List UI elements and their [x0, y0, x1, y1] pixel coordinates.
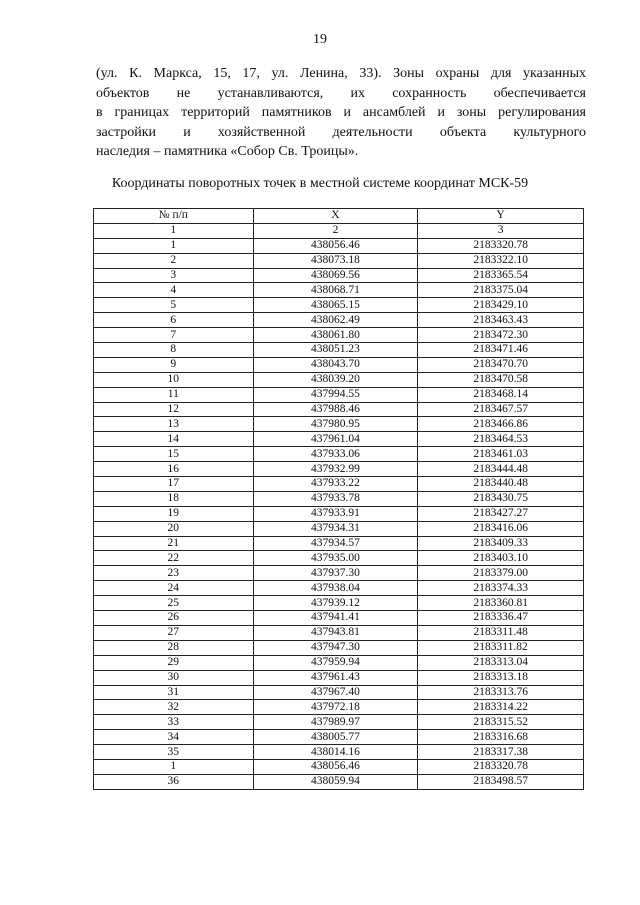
- x-coordinate-cell: 438005.77: [253, 730, 418, 745]
- x-coordinate-cell: 437961.04: [253, 432, 418, 447]
- x-coordinate-cell: 438014.16: [253, 745, 418, 760]
- y-coordinate-cell: 2183313.18: [418, 670, 584, 685]
- table-row: [94, 685, 584, 700]
- point-number-cell: 6: [94, 313, 254, 328]
- table-index-row: [94, 223, 584, 238]
- point-number-cell: 9: [94, 357, 254, 372]
- point-number-cell: 21: [94, 536, 254, 551]
- point-number-cell: 11: [94, 387, 254, 402]
- table-row: [94, 462, 584, 477]
- paragraph-line: (ул. К. Маркса, 15, 17, ул. Ленина, 33). Зоны охраны для указанных: [96, 66, 586, 81]
- y-coordinate-cell: 2183463.43: [418, 313, 584, 328]
- table-row: [94, 313, 584, 328]
- x-coordinate-cell: 438039.20: [253, 372, 418, 387]
- table-row: [94, 372, 584, 387]
- point-number-cell: 13: [94, 417, 254, 432]
- table-row: [94, 298, 584, 313]
- paragraph-line: в границах территорий памятников и ансамблей и зоны регулирования: [96, 105, 586, 120]
- x-coordinate-cell: 438059.94: [253, 774, 418, 789]
- y-coordinate-cell: 2183374.33: [418, 581, 584, 596]
- table-row: [94, 655, 584, 670]
- table-row: [94, 625, 584, 640]
- x-coordinate-cell: 438043.70: [253, 357, 418, 372]
- point-number-cell: 3: [94, 268, 254, 283]
- point-number-cell: 28: [94, 640, 254, 655]
- y-coordinate-cell: 2183470.58: [418, 372, 584, 387]
- point-number-cell: 29: [94, 655, 254, 670]
- y-coordinate-cell: 2183316.68: [418, 730, 584, 745]
- y-coordinate-cell: 2183461.03: [418, 447, 584, 462]
- y-coordinate-cell: 2183320.78: [418, 759, 584, 774]
- x-coordinate-cell: 438056.46: [253, 759, 418, 774]
- x-coordinate-cell: 437941.41: [253, 611, 418, 626]
- paragraph-line: наследия – памятника «Собор Св. Троицы».: [96, 144, 359, 159]
- point-number-cell: 26: [94, 611, 254, 626]
- index-cell: 2: [253, 223, 418, 238]
- x-coordinate-cell: 437935.00: [253, 551, 418, 566]
- y-coordinate-cell: 2183471.46: [418, 343, 584, 358]
- x-coordinate-cell: 437994.55: [253, 387, 418, 402]
- table-row: [94, 238, 584, 253]
- point-number-cell: 5: [94, 298, 254, 313]
- table-row: [94, 536, 584, 551]
- table-row: [94, 700, 584, 715]
- point-number-cell: 1: [94, 759, 254, 774]
- table-row: [94, 328, 584, 343]
- point-number-cell: 27: [94, 625, 254, 640]
- y-coordinate-cell: 2183470.70: [418, 357, 584, 372]
- x-coordinate-cell: 437988.46: [253, 402, 418, 417]
- y-coordinate-cell: 2183322.10: [418, 253, 584, 268]
- point-number-cell: 33: [94, 715, 254, 730]
- table-row: [94, 491, 584, 506]
- y-coordinate-cell: 2183427.27: [418, 506, 584, 521]
- y-coordinate-cell: 2183467.57: [418, 402, 584, 417]
- y-coordinate-cell: 2183416.06: [418, 521, 584, 536]
- y-coordinate-cell: 2183498.57: [418, 774, 584, 789]
- y-coordinate-cell: 2183311.48: [418, 625, 584, 640]
- table-row: [94, 268, 584, 283]
- column-header-y: Y: [418, 209, 584, 224]
- point-number-cell: 24: [94, 581, 254, 596]
- point-number-cell: 31: [94, 685, 254, 700]
- point-number-cell: 22: [94, 551, 254, 566]
- table-row: [94, 506, 584, 521]
- table-body: [94, 238, 584, 789]
- table-row: [94, 566, 584, 581]
- point-number-cell: 12: [94, 402, 254, 417]
- table-row: [94, 581, 584, 596]
- table-row: [94, 402, 584, 417]
- y-coordinate-cell: 2183313.76: [418, 685, 584, 700]
- x-coordinate-cell: 437933.22: [253, 477, 418, 492]
- x-coordinate-cell: 437967.40: [253, 685, 418, 700]
- y-coordinate-cell: 2183320.78: [418, 238, 584, 253]
- x-coordinate-cell: 437939.12: [253, 596, 418, 611]
- point-number-cell: 1: [94, 238, 254, 253]
- point-number-cell: 14: [94, 432, 254, 447]
- table-row: [94, 596, 584, 611]
- point-number-cell: 19: [94, 506, 254, 521]
- y-coordinate-cell: 2183464.53: [418, 432, 584, 447]
- body-paragraph: [96, 64, 586, 162]
- y-coordinate-cell: 2183429.10: [418, 298, 584, 313]
- y-coordinate-cell: 2183472.30: [418, 328, 584, 343]
- point-number-cell: 4: [94, 283, 254, 298]
- table-row: [94, 521, 584, 536]
- y-coordinate-cell: 2183409.33: [418, 536, 584, 551]
- table-row: [94, 357, 584, 372]
- point-number-cell: 16: [94, 462, 254, 477]
- x-coordinate-cell: 437934.31: [253, 521, 418, 536]
- x-coordinate-cell: 437943.81: [253, 625, 418, 640]
- y-coordinate-cell: 2183466.86: [418, 417, 584, 432]
- x-coordinate-cell: 437989.97: [253, 715, 418, 730]
- x-coordinate-cell: 437933.91: [253, 506, 418, 521]
- index-cell: 3: [418, 223, 584, 238]
- point-number-cell: 36: [94, 774, 254, 789]
- x-coordinate-cell: 438068.71: [253, 283, 418, 298]
- x-coordinate-cell: 437947.30: [253, 640, 418, 655]
- table-row: [94, 477, 584, 492]
- point-number-cell: 23: [94, 566, 254, 581]
- point-number-cell: 30: [94, 670, 254, 685]
- point-number-cell: 20: [94, 521, 254, 536]
- index-cell: 1: [94, 223, 254, 238]
- table-row: [94, 387, 584, 402]
- table-row: [94, 611, 584, 626]
- x-coordinate-cell: 438073.18: [253, 253, 418, 268]
- point-number-cell: 8: [94, 343, 254, 358]
- y-coordinate-cell: 2183403.10: [418, 551, 584, 566]
- x-coordinate-cell: 437934.57: [253, 536, 418, 551]
- point-number-cell: 15: [94, 447, 254, 462]
- x-coordinate-cell: 438062.49: [253, 313, 418, 328]
- y-coordinate-cell: 2183365.54: [418, 268, 584, 283]
- x-coordinate-cell: 437959.94: [253, 655, 418, 670]
- table-row: [94, 343, 584, 358]
- x-coordinate-cell: 438051.23: [253, 343, 418, 358]
- x-coordinate-cell: 437933.78: [253, 491, 418, 506]
- point-number-cell: 7: [94, 328, 254, 343]
- point-number-cell: 17: [94, 477, 254, 492]
- x-coordinate-cell: 437961.43: [253, 670, 418, 685]
- x-coordinate-cell: 438056.46: [253, 238, 418, 253]
- table-row: [94, 670, 584, 685]
- table-row: [94, 640, 584, 655]
- x-coordinate-cell: 437972.18: [253, 700, 418, 715]
- column-header-x: X: [253, 209, 418, 224]
- y-coordinate-cell: 2183313.04: [418, 655, 584, 670]
- point-number-cell: 18: [94, 491, 254, 506]
- x-coordinate-cell: 437938.04: [253, 581, 418, 596]
- y-coordinate-cell: 2183315.52: [418, 715, 584, 730]
- table-row: [94, 283, 584, 298]
- table-row: [94, 417, 584, 432]
- x-coordinate-cell: 437980.95: [253, 417, 418, 432]
- point-number-cell: 35: [94, 745, 254, 760]
- table-row: [94, 759, 584, 774]
- paragraph-line: застройки и хозяйственной деятельности объекта культурного: [96, 124, 586, 140]
- table-row: [94, 447, 584, 462]
- page-number: 19: [313, 32, 327, 47]
- point-number-cell: 34: [94, 730, 254, 745]
- table-row: [94, 730, 584, 745]
- y-coordinate-cell: 2183314.22: [418, 700, 584, 715]
- x-coordinate-cell: 438069.56: [253, 268, 418, 283]
- y-coordinate-cell: 2183379.00: [418, 566, 584, 581]
- paragraph-line: объектов не устанавливаются, их сохранность обеспечивается: [96, 85, 586, 101]
- table-row: [94, 715, 584, 730]
- x-coordinate-cell: 438061.80: [253, 328, 418, 343]
- y-coordinate-cell: 2183468.14: [418, 387, 584, 402]
- table-row: [94, 432, 584, 447]
- table-row: [94, 745, 584, 760]
- table-caption: Координаты поворотных точек в местной системе координат МСК-59: [111, 176, 529, 191]
- table-row: [94, 551, 584, 566]
- table-row: [94, 774, 584, 789]
- table-header-row: [94, 209, 584, 224]
- y-coordinate-cell: 2183311.82: [418, 640, 584, 655]
- point-number-cell: 25: [94, 596, 254, 611]
- y-coordinate-cell: 2183375.04: [418, 283, 584, 298]
- y-coordinate-cell: 2183440.48: [418, 477, 584, 492]
- point-number-cell: 10: [94, 372, 254, 387]
- y-coordinate-cell: 2183317.38: [418, 745, 584, 760]
- y-coordinate-cell: 2183336.47: [418, 611, 584, 626]
- x-coordinate-cell: 437932.99: [253, 462, 418, 477]
- point-number-cell: 2: [94, 253, 254, 268]
- column-header-number: № п/п: [94, 209, 254, 224]
- table-row: [94, 253, 584, 268]
- point-number-cell: 32: [94, 700, 254, 715]
- x-coordinate-cell: 437937.30: [253, 566, 418, 581]
- y-coordinate-cell: 2183430.75: [418, 491, 584, 506]
- y-coordinate-cell: 2183444.48: [418, 462, 584, 477]
- x-coordinate-cell: 437933.06: [253, 447, 418, 462]
- coordinates-table: [93, 208, 584, 790]
- y-coordinate-cell: 2183360.81: [418, 596, 584, 611]
- x-coordinate-cell: 438065.15: [253, 298, 418, 313]
